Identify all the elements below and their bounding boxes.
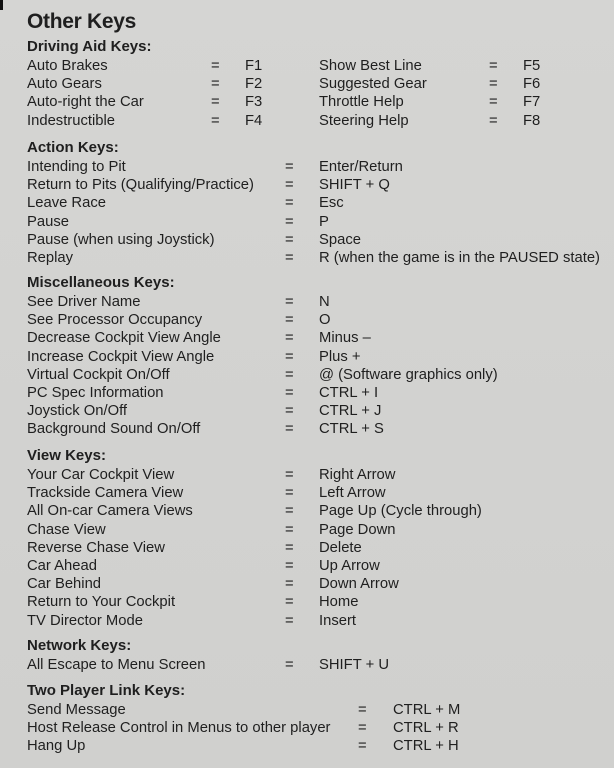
equals-sign: = <box>358 738 367 755</box>
key-binding: F6 <box>523 76 541 93</box>
equals-sign: = <box>285 403 294 420</box>
function-label: Leave Race <box>27 195 106 212</box>
key-binding: CTRL + J <box>319 403 382 420</box>
key-binding: SHIFT + Q <box>319 177 390 194</box>
key-row <box>27 57 614 75</box>
key-row <box>27 539 614 557</box>
equals-sign: = <box>285 330 294 347</box>
function-label: Background Sound On/Off <box>27 421 201 438</box>
function-label: Return to Your Cockpit <box>27 594 176 611</box>
function-label: Suggested Gear <box>319 76 427 93</box>
function-label: Increase Cockpit View Angle <box>27 348 215 365</box>
section-title-two-player-link: Two Player Link Keys: <box>27 682 186 699</box>
page-title: Other Keys <box>27 10 137 33</box>
equals-sign: = <box>285 249 294 266</box>
equals-sign: = <box>211 112 220 129</box>
miscellaneous-keys-section <box>27 275 614 439</box>
key-row <box>27 176 614 194</box>
key-row <box>27 158 614 176</box>
function-label: Pause (when using Joystick) <box>27 231 215 248</box>
equals-sign: = <box>285 294 294 310</box>
equals-sign: = <box>489 76 498 93</box>
section-title-miscellaneous: Miscellaneous Keys: <box>27 274 175 291</box>
key-binding: F3 <box>245 94 263 111</box>
function-label: Virtual Cockpit On/Off <box>27 366 170 383</box>
function-label: Your Car Cockpit View <box>27 467 175 483</box>
key-row <box>27 557 614 575</box>
key-binding: Right Arrow <box>319 467 396 483</box>
function-label: Car Behind <box>27 576 102 593</box>
key-binding: CTRL + R <box>393 720 459 737</box>
key-row <box>27 213 614 231</box>
equals-sign: = <box>285 503 294 520</box>
view-keys-section <box>27 448 614 630</box>
function-label: Intending to Pit <box>27 159 126 175</box>
key-binding: Home <box>319 594 359 611</box>
function-label: Trackside Camera View <box>27 485 184 502</box>
function-label: All Escape to Menu Screen <box>27 657 206 673</box>
equals-sign: = <box>358 702 367 718</box>
key-row <box>27 466 614 484</box>
equals-sign: = <box>285 594 294 611</box>
key-row <box>27 384 614 402</box>
equals-sign: = <box>358 720 367 737</box>
key-binding: F1 <box>245 58 263 74</box>
function-label: Throttle Help <box>319 94 404 111</box>
equals-sign: = <box>285 159 294 175</box>
key-binding: F7 <box>523 94 541 111</box>
key-row <box>27 112 614 130</box>
key-row <box>27 719 614 737</box>
equals-sign: = <box>285 366 294 383</box>
function-label: Pause <box>27 213 69 230</box>
equals-sign: = <box>285 213 294 230</box>
key-binding: Up Arrow <box>319 557 380 574</box>
key-row <box>27 420 614 438</box>
key-row <box>27 737 614 755</box>
key-binding: F4 <box>245 112 263 129</box>
key-binding: Down Arrow <box>319 576 399 593</box>
page-corner-mark <box>0 0 3 10</box>
key-binding: CTRL + S <box>319 421 384 438</box>
key-binding: CTRL + M <box>393 702 461 718</box>
equals-sign: = <box>285 195 294 212</box>
equals-sign: = <box>285 177 294 194</box>
equals-sign: = <box>285 485 294 502</box>
key-binding: Plus + <box>319 348 361 365</box>
equals-sign: = <box>285 521 294 538</box>
section-title-view: View Keys: <box>27 447 106 464</box>
equals-sign: = <box>285 539 294 556</box>
function-label: All On-car Camera Views <box>27 503 193 520</box>
equals-sign: = <box>285 557 294 574</box>
key-binding: @ (Software graphics only) <box>319 366 498 383</box>
key-row <box>27 293 614 311</box>
key-row <box>27 249 614 267</box>
equals-sign: = <box>211 94 220 111</box>
key-binding: P <box>319 213 329 230</box>
equals-sign: = <box>211 58 220 74</box>
function-label: Send Message <box>27 702 126 718</box>
key-row <box>27 612 614 630</box>
action-keys-section <box>27 140 614 267</box>
key-binding: N <box>319 294 330 310</box>
key-row <box>27 366 614 384</box>
key-row <box>27 194 614 212</box>
key-row <box>27 311 614 329</box>
function-label: Car Ahead <box>27 557 97 574</box>
function-label: Hang Up <box>27 738 86 755</box>
key-binding: Page Up (Cycle through) <box>319 503 482 520</box>
key-binding: CTRL + H <box>393 738 459 755</box>
function-label: TV Director Mode <box>27 612 143 629</box>
equals-sign: = <box>285 312 294 329</box>
function-label: See Processor Occupancy <box>27 312 203 329</box>
key-binding: Minus – <box>319 330 371 347</box>
key-row <box>27 521 614 539</box>
function-label: Reverse Chase View <box>27 539 165 556</box>
key-row <box>27 231 614 249</box>
function-label: Decrease Cockpit View Angle <box>27 330 221 347</box>
key-binding: Left Arrow <box>319 485 386 502</box>
function-label: PC Spec Information <box>27 384 164 401</box>
key-binding: F2 <box>245 76 263 93</box>
equals-sign: = <box>285 467 294 483</box>
key-row <box>27 575 614 593</box>
function-label: Host Release Control in Menus to other player <box>27 720 331 737</box>
key-row <box>27 502 614 520</box>
key-binding: R (when the game is in the PAUSED state) <box>319 249 600 266</box>
equals-sign: = <box>285 348 294 365</box>
section-title-network: Network Keys: <box>27 637 132 654</box>
function-label: See Driver Name <box>27 294 141 310</box>
function-label: Auto-right the Car <box>27 94 144 111</box>
function-label: Replay <box>27 249 74 266</box>
section-title-action: Action Keys: <box>27 139 119 156</box>
equals-sign: = <box>285 612 294 629</box>
equals-sign: = <box>285 576 294 593</box>
equals-sign: = <box>489 112 498 129</box>
function-label: Auto Gears <box>27 76 102 93</box>
function-label: Steering Help <box>319 112 409 129</box>
key-row <box>27 93 614 111</box>
function-label: Auto Brakes <box>27 58 108 74</box>
equals-sign: = <box>285 384 294 401</box>
function-label: Return to Pits (Qualifying/Practice) <box>27 177 254 194</box>
equals-sign: = <box>489 94 498 111</box>
function-label: Show Best Line <box>319 58 422 74</box>
equals-sign: = <box>285 231 294 248</box>
key-binding: Delete <box>319 539 362 556</box>
key-row <box>27 593 614 611</box>
key-binding: CTRL + I <box>319 384 379 401</box>
function-label: Chase View <box>27 521 106 538</box>
key-row <box>27 484 614 502</box>
section-title-driving-aid: Driving Aid Keys: <box>27 38 152 55</box>
key-row <box>27 701 614 719</box>
key-binding: O <box>319 312 331 329</box>
equals-sign: = <box>285 421 294 438</box>
key-binding: Page Down <box>319 521 396 538</box>
key-binding: SHIFT + U <box>319 657 390 673</box>
key-row <box>27 348 614 366</box>
key-row <box>27 329 614 347</box>
key-binding: Space <box>319 231 361 248</box>
equals-sign: = <box>211 76 220 93</box>
key-binding: Insert <box>319 612 357 629</box>
key-binding: Esc <box>319 195 344 212</box>
equals-sign: = <box>285 657 294 673</box>
driving-aid-keys-section <box>27 39 614 130</box>
equals-sign: = <box>489 58 498 74</box>
key-binding: F5 <box>523 58 541 74</box>
key-binding: F8 <box>523 112 541 129</box>
key-row <box>27 402 614 420</box>
key-binding: Enter/Return <box>319 159 403 175</box>
function-label: Indestructible <box>27 112 116 129</box>
function-label: Joystick On/Off <box>27 403 128 420</box>
key-row <box>27 656 614 674</box>
key-row <box>27 75 614 93</box>
network-keys-section <box>27 638 614 674</box>
two-player-link-keys-section <box>27 683 614 756</box>
